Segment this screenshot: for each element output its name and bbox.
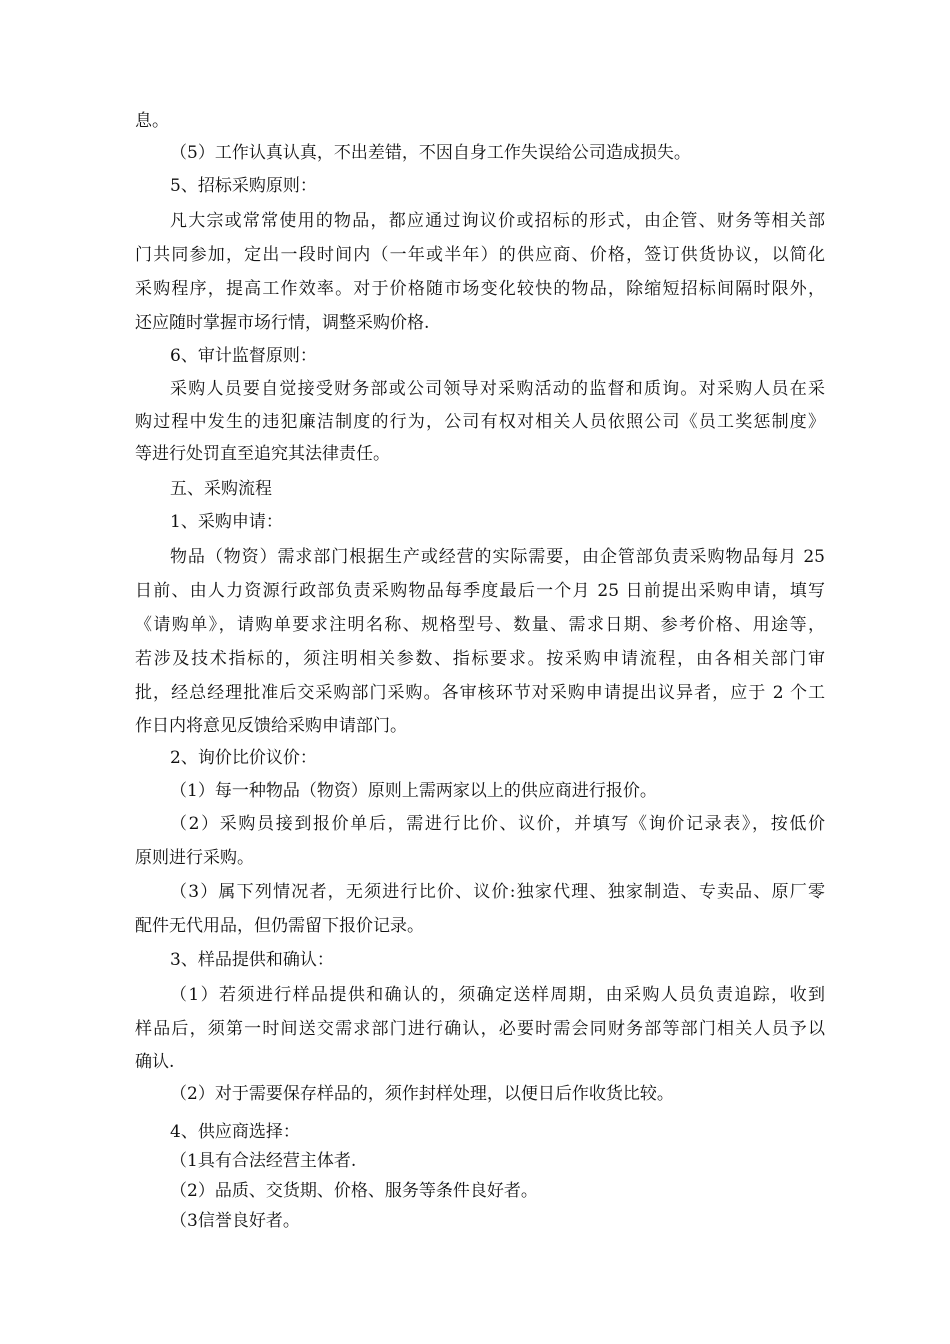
section-heading: 5、招标采购原则：	[170, 176, 317, 196]
text-line: 等进行处罚直至追究其法律责任。	[135, 444, 390, 464]
text-line: 还应随时掌握市场行情，调整采购价格.	[135, 313, 430, 333]
text-line: 凡大宗或常常使用的物品，都应通过询议价或招标的形式，由企管、财务等相关部	[170, 211, 825, 231]
text-line: 若涉及技术指标的，须注明相关参数、指标要求。按采购申请流程，由各相关部门审	[135, 649, 825, 669]
section-heading: 4、供应商选择：	[170, 1122, 300, 1142]
list-item: （3信誉良好者。	[170, 1211, 300, 1231]
section-heading: 1、采购申请：	[170, 512, 283, 532]
text-line: （1）若须进行样品提供和确认的，须确定送样周期，由采购人员负责追踪，收到	[170, 985, 825, 1005]
text-line: （5）工作认真认真，不出差错，不因自身工作失误给公司造成损失。	[170, 143, 691, 163]
text-line: 《请购单》，请购单要求注明名称、规格型号、数量、需求日期、参考价格、用途等，	[135, 615, 825, 635]
section-heading: 2、询价比价议价：	[170, 748, 317, 768]
section-heading: 3、样品提供和确认：	[170, 950, 334, 970]
text-line: （1）每一种物品（物资）原则上需两家以上的供应商进行报价。	[170, 781, 657, 801]
list-item: （2）品质、交货期、价格、服务等条件良好者。	[170, 1181, 538, 1201]
text-line: 样品后，须第一时间送交需求部门进行确认，必要时需会同财务部等部门相关人员予以	[135, 1019, 825, 1039]
text-line: （2）采购员接到报价单后，需进行比价、议价，并填写《询价记录表》，按低价	[170, 814, 825, 834]
text-line: 批，经总经理批准后交采购部门采购。各审核环节对采购申请提出议异者，应于 2 个工	[135, 683, 825, 703]
section-heading: 五、采购流程	[170, 479, 272, 499]
text-line: 采购程序，提高工作效率。对于价格随市场变化较快的物品，除缩短招标间隔时限外，	[135, 279, 825, 299]
section-heading: 6、审计监督原则：	[170, 346, 317, 366]
text-line: 购过程中发生的违犯廉洁制度的行为，公司有权对相关人员依照公司《员工奖惩制度》	[135, 412, 825, 432]
text-line: 确认.	[135, 1052, 175, 1072]
text-line: （2）对于需要保存样品的，须作封样处理，以便日后作收货比较。	[170, 1084, 674, 1104]
list-item: （1具有合法经营主体者.	[170, 1151, 357, 1171]
text-line: 采购人员要自觉接受财务部或公司领导对采购活动的监督和质询。对采购人员在采	[170, 379, 825, 399]
text-line: 配件无代用品，但仍需留下报价记录。	[135, 916, 424, 936]
text-line: 息。	[135, 111, 169, 131]
text-line: 日前、由人力资源行政部负责采购物品每季度最后一个月 25 日前提出采购申请，填写	[135, 581, 825, 601]
text-line: （3）属下列情况者，无须进行比价、议价:独家代理、独家制造、专卖品、原厂零	[170, 882, 825, 902]
text-line: 物品（物资）需求部门根据生产或经营的实际需要，由企管部负责采购物品每月 25	[170, 547, 825, 567]
text-line: 原则进行采购。	[135, 848, 254, 868]
text-line: 门共同参加，定出一段时间内（一年或半年）的供应商、价格，签订供货协议，以简化	[135, 245, 825, 265]
text-line: 作日内将意见反馈给采购申请部门。	[135, 716, 407, 736]
